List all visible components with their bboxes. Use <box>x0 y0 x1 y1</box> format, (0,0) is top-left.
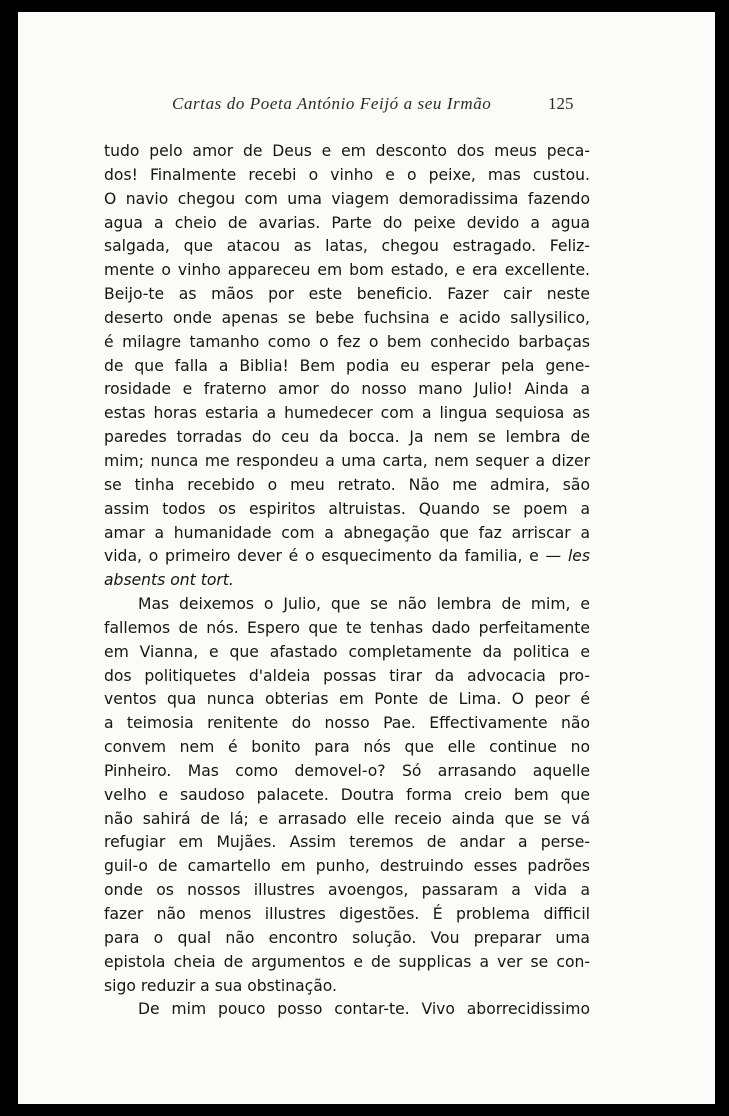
text-line: De mim pouco posso contar-te. Vivo aborrecidissimo <box>138 1000 590 1019</box>
text-line: se tinha recebido o meu retrato. Não me admira, são <box>104 475 590 494</box>
text-segment: vida, o primeiro dever é o esquecimento da familia, e — <box>104 547 562 566</box>
text-line: O navio chegou com uma viagem demoradissima fazendo <box>104 189 590 208</box>
text-line: não sahirá de lá; e arrasado elle receio ainda que se vá <box>104 809 590 828</box>
text-line: de que falla a Biblia! Bem podia eu esperar pela gene- <box>104 356 590 375</box>
letter-body <box>104 140 590 1022</box>
text-line: a teimosia renitente do nosso Pae. Effectivamente não <box>104 714 590 733</box>
text-line: sigo reduzir a sua obstinação. <box>104 976 338 995</box>
text-line: salgada, que atacou as latas, chegou estragado. Feliz- <box>104 237 590 256</box>
text-line: fallemos de nós. Espero que te tenhas dado perfeitamente <box>104 618 590 637</box>
text-line: fazer não menos illustres digestões. É problema difficil <box>104 905 590 923</box>
text-line: tudo pelo amor de Deus e em desconto dos meus peca- <box>104 142 590 160</box>
text-line: mente o vinho appareceu em bom estado, e era excellente. <box>104 261 590 280</box>
page-number: 125 <box>548 94 574 113</box>
text-line: ventos qua nunca obterias em Ponte de Lima. O peor é <box>104 690 590 709</box>
text-line: assim todos os espiritos altruistas. Quando se poem a <box>104 499 590 518</box>
text-line: guil-o de camartello em punho, destruindo esses padrões <box>104 857 590 876</box>
text-line: Pinheiro. Mas como demovel-o? Só arrasando aquelle <box>104 761 590 780</box>
text-line: deserto onde apenas se bebe fuchsina e acido sallysilico, <box>104 308 590 327</box>
text-line: velho e saudoso palacete. Doutra forma creio bem que <box>104 785 590 804</box>
text-line: rosidade e fraterno amor do nosso mano Julio! Ainda a <box>104 380 590 399</box>
text-line: convem nem é bonito para nós que elle continue no <box>104 738 590 757</box>
text-line: Beijo-te as mãos por este beneficio. Fazer cair neste <box>104 285 590 304</box>
text-line: agua a cheio de avarias. Parte do peixe devido a agua <box>104 213 590 232</box>
paragraph <box>104 998 590 1022</box>
text-line: dos! Finalmente recebi o vinho e o peixe, mas custou. <box>104 165 590 184</box>
text-line-with-italic <box>104 545 590 569</box>
text-line: Mas deixemos o Julio, que se não lembra de mim, e <box>138 595 590 614</box>
text-line: é milagre tamanho como o fez o bem conhecido barbaças <box>104 332 590 351</box>
running-title: Cartas do Poeta António Feijó a seu Irmão <box>172 94 492 113</box>
text-line: amar a humanidade com a abnegação que faz arriscar a <box>104 523 590 542</box>
text-line: dos politiquetes d'aldeia possas tirar da advocacia pro- <box>104 666 590 685</box>
text-line: refugiar em Mujães. Assim teremos de andar a perse- <box>104 833 590 852</box>
text-line: mim; nunca me respondeu a uma carta, nem sequer a dizer <box>104 451 590 470</box>
paragraph <box>104 140 590 593</box>
paragraph <box>104 593 590 998</box>
italic-phrase: les <box>567 547 590 566</box>
text-line: paredes torradas do ceu da bocca. Ja nem se lembra de <box>104 428 590 447</box>
text-line: onde os nossos illustres avoengos, passaram a vida a <box>104 881 590 900</box>
book-page <box>18 12 715 1104</box>
text-line: estas horas estaria a humedecer com a lingua sequiosa as <box>104 404 590 423</box>
italic-line: absents ont tort. <box>104 571 234 590</box>
text-line: para o qual não encontro solução. Vou preparar uma <box>104 928 590 947</box>
text-line: em Vianna, e que afastado completamente da politica e <box>104 642 590 661</box>
text-line: epistola cheia de argumentos e de supplicas a ver se con- <box>104 952 590 971</box>
